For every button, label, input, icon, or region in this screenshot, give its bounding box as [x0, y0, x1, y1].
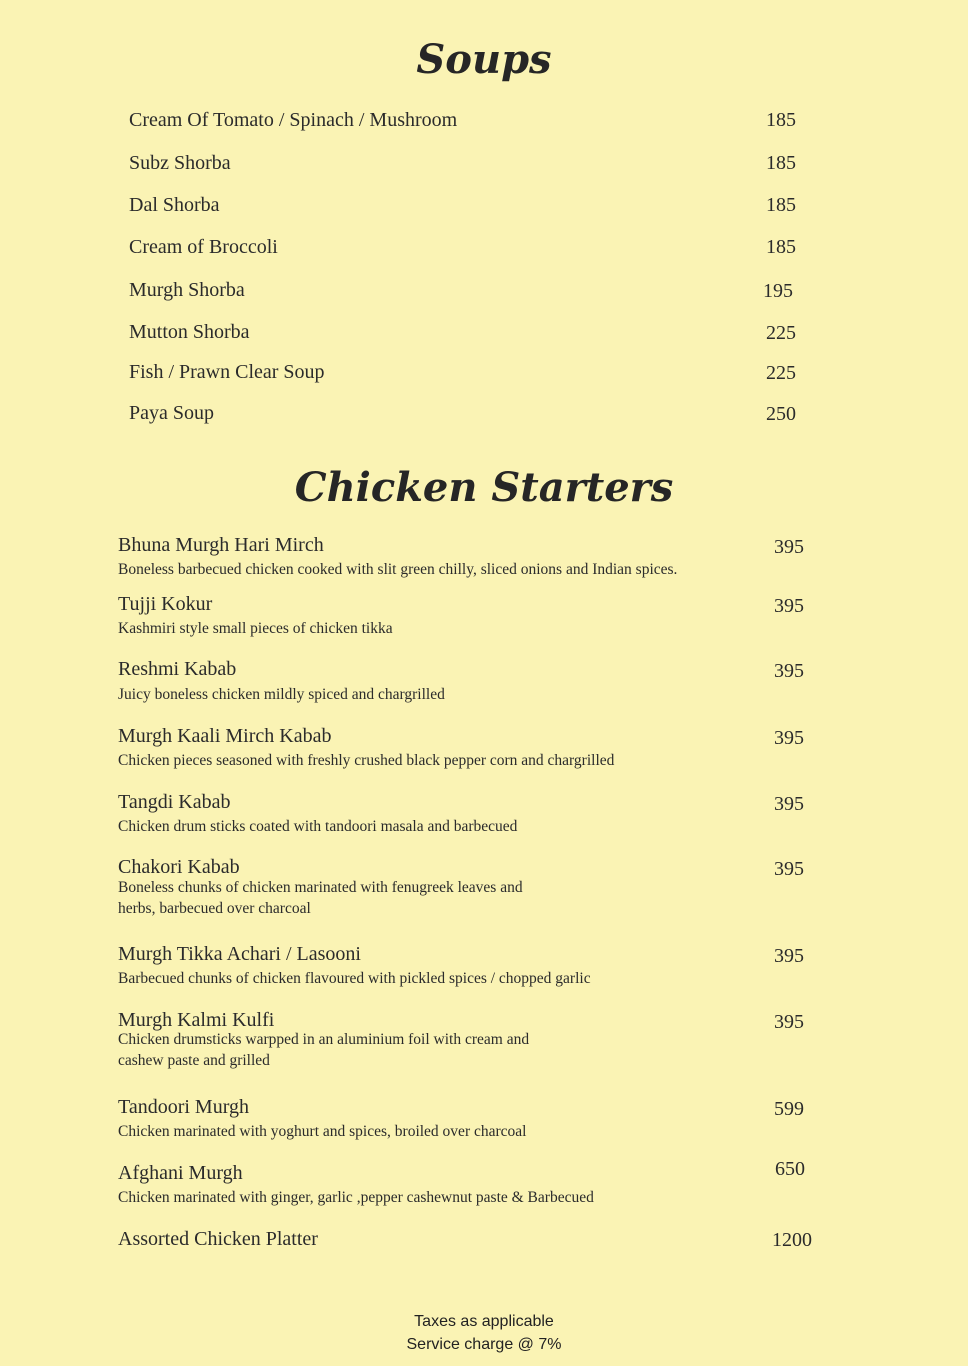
starter-item-price: 395: [774, 793, 804, 815]
starter-item-desc-line: Chicken drumsticks warpped in an aluminium foil with cream and: [118, 1031, 530, 1048]
starter-item-price: 1200: [772, 1229, 812, 1251]
soup-item-price: 185: [766, 236, 796, 258]
taxes-note: Taxes as applicable: [414, 1313, 554, 1330]
soup-item-name: Fish / Prawn Clear Soup: [129, 361, 325, 383]
soup-item-name: Dal Shorba: [129, 194, 220, 216]
soup-item-name: Subz Shorba: [129, 152, 231, 174]
soup-item-price: 225: [766, 362, 796, 384]
starter-item-price: 395: [774, 1011, 804, 1033]
starter-item-desc-line: Boneless chunks of chicken marinated with fenugreek leaves and: [118, 879, 523, 896]
soup-item-name: Murgh Shorba: [129, 279, 245, 301]
starter-item-price: 395: [774, 945, 804, 967]
starter-item-desc: [118, 1029, 768, 1071]
soups-heading: Soups: [416, 36, 552, 83]
starter-item-name: Chakori Kabab: [118, 856, 240, 878]
starter-item-desc: Barbecued chunks of chicken flavoured with pickled spices / chopped garlic: [118, 970, 591, 987]
starter-item-name: Murgh Tikka Achari / Lasooni: [118, 943, 361, 965]
service-charge-note: Service charge @ 7%: [406, 1336, 562, 1353]
soup-item-price: 185: [766, 109, 796, 131]
soup-item-name: Mutton Shorba: [129, 321, 250, 343]
starter-item-price: 395: [774, 858, 804, 880]
starter-item-name: Tujji Kokur: [118, 593, 213, 615]
starter-item-name: Assorted Chicken Platter: [118, 1228, 318, 1250]
starter-item-desc: Kashmiri style small pieces of chicken tikka: [118, 620, 393, 637]
soup-item-name: Cream Of Tomato / Spinach / Mushroom: [129, 109, 458, 131]
starter-item-desc: Chicken marinated with yoghurt and spices, broiled over charcoal: [118, 1123, 527, 1140]
soup-item-price: 225: [766, 322, 796, 344]
starter-item-name: Murgh Kalmi Kulfi: [118, 1009, 275, 1031]
soup-item-price: 250: [766, 403, 796, 425]
starter-item-price: 395: [774, 660, 804, 682]
soup-item-price: 185: [766, 194, 796, 216]
starter-item-price: 395: [774, 727, 804, 749]
starter-item-name: Bhuna Murgh Hari Mirch: [118, 534, 324, 556]
starter-item-desc: Chicken drum sticks coated with tandoori masala and barbecued: [118, 818, 518, 835]
soup-item-price: 195: [763, 280, 793, 302]
soup-item-name: Cream of Broccoli: [129, 236, 278, 258]
soup-item-name: Paya Soup: [129, 402, 214, 424]
starter-item-desc: Chicken marinated with ginger, garlic ,pepper cashewnut paste & Barbecued: [118, 1189, 594, 1206]
starter-item-desc: Boneless barbecued chicken cooked with slit green chilly, sliced onions and Indian spices.: [118, 561, 678, 578]
starter-item-desc: Juicy boneless chicken mildly spiced and chargrilled: [118, 686, 445, 703]
starter-item-price: 395: [774, 536, 804, 558]
starter-item-name: Tangdi Kabab: [118, 791, 231, 813]
starter-item-desc: Chicken pieces seasoned with freshly crushed black pepper corn and chargrilled: [118, 752, 615, 769]
starter-item-name: Afghani Murgh: [118, 1162, 243, 1184]
starter-item-price: 395: [774, 595, 804, 617]
starter-item-name: Murgh Kaali Mirch Kabab: [118, 725, 332, 747]
soup-item-price: 185: [766, 152, 796, 174]
starter-item-desc-line: herbs, barbecued over charcoal: [118, 900, 311, 917]
starter-item-name: Reshmi Kabab: [118, 658, 237, 680]
starter-item-desc: [118, 877, 768, 919]
starter-item-price: 599: [774, 1098, 804, 1120]
chicken-starters-heading: Chicken Starters: [294, 464, 674, 511]
starter-item-desc-line: cashew paste and grilled: [118, 1052, 270, 1069]
starter-item-price: 650: [775, 1158, 805, 1180]
starter-item-name: Tandoori Murgh: [118, 1096, 249, 1118]
